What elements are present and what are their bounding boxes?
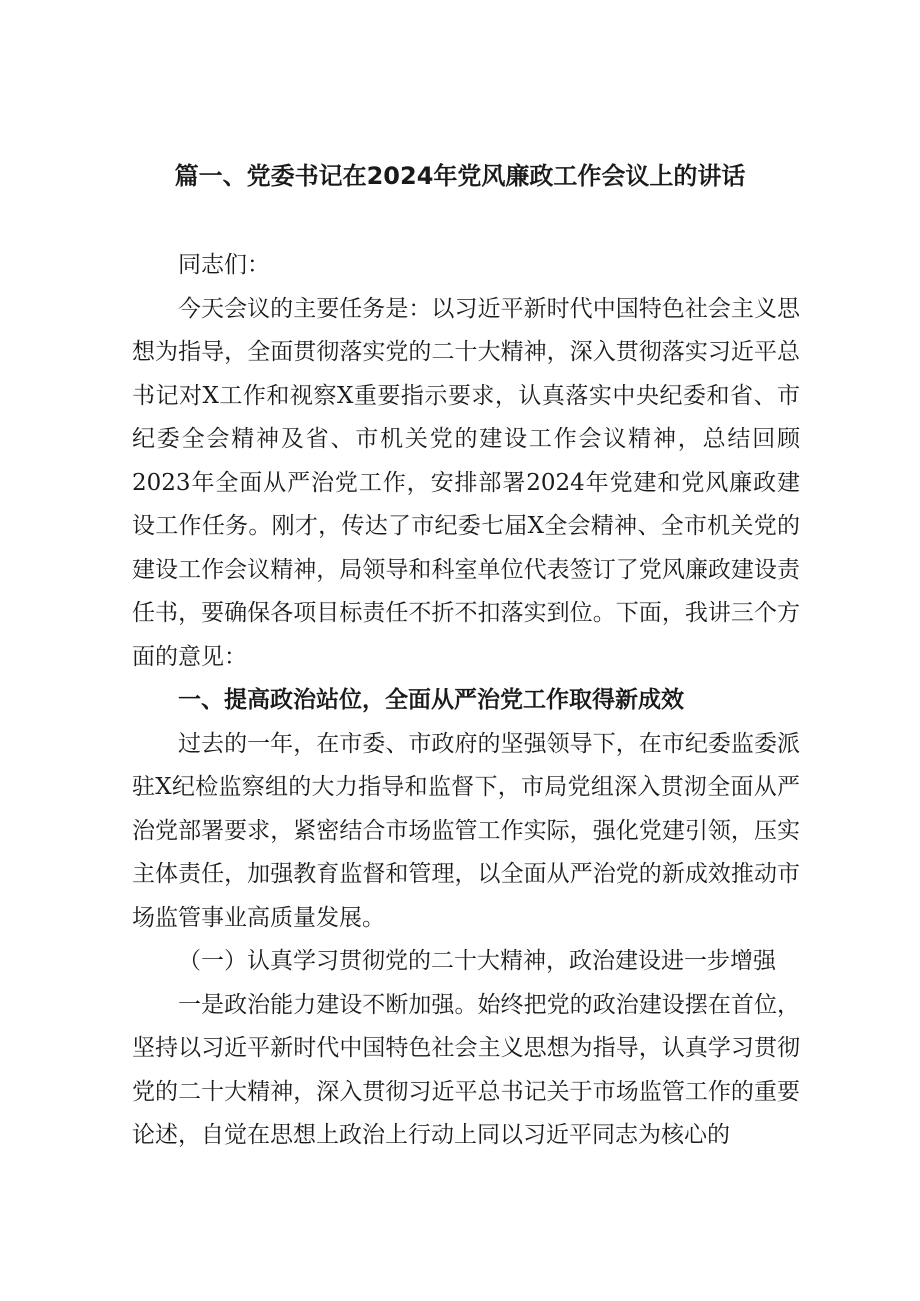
document-body <box>132 244 800 1158</box>
section-heading: 一、提高政治站位，全面从严治党工作取得新成效 <box>178 687 684 713</box>
document-title: 篇一、党委书记在2024年党风廉政工作会议上的讲话 <box>174 162 746 190</box>
salutation: 同志们： <box>178 252 270 278</box>
subsection-heading: （一）认真学习贯彻党的二十大精神，政治建设进一步增强 <box>178 948 776 974</box>
subsection-paragraph: 一是政治能力建设不断加强。始终把党的政治建设摆在首位，坚持以习近平新时代中国特色社会主义思想为指导，认真学习贯彻党的二十大精神，深入贯彻习近平总书记关于市场监管工作的重要论述，自觉在思想上政治上行动上同以习近平同志为核心的 <box>132 991 800 1148</box>
section-paragraph: 过去的一年，在市委、市政府的坚强领导下，在市纪委监委派驻X纪检监察组的大力指导和监督下，市局党组深入贯沏全面从严治党部署要求，紧密结合市场监管工作实际，强化党建引领，压实主体责任，加强教育监督和管理，以全面从严治党的新成效推动市场监管事业高质量发展。 <box>132 730 800 931</box>
intro-paragraph: 今天会议的主要任务是：以习近平新时代中国特色社会主义思想为指导，全面贯彻落实党的二十大精神，深入贯彻落实习近平总书记对X工作和视察X重要指示要求，认真落实中央纪委和省、市纪委全会精神及省、市机关党的建设工作会议精神，总结回顾2023年全面从严治党工作，安排部署2024年党建和党风廉政建设工作任务。刚才，传达了市纪委七届X全会精神、全市机关党的建设工作会议精神，局领导和科室单位代表签订了党风廉政建设责任书，要确保各项目标责任不折不扣落实到位。下面，我讲三个方面的意见： <box>132 295 800 670</box>
